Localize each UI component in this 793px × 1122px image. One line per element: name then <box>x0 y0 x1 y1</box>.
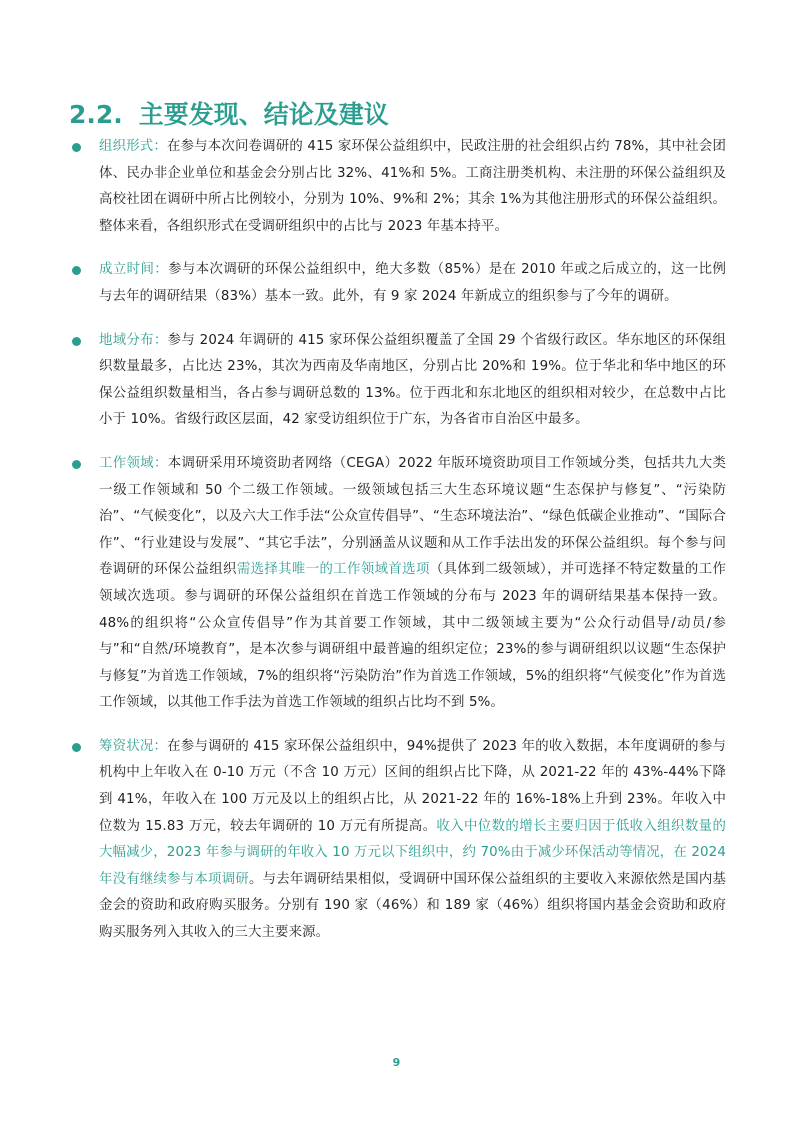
finding-paragraph <box>99 734 726 947</box>
finding-paragraph <box>99 257 726 310</box>
bullet-icon <box>72 460 81 469</box>
bullet-icon <box>72 743 81 752</box>
page-number: 9 <box>392 1056 401 1069</box>
highlighted-text: 收入中位数的增长主要归因于低收入组织数量的大幅减少，2023 年参与调研的年收入 10 万元以下组织中，约 70%由于减少环保活动等情况，在 2024 年没有继续参与本项调研 <box>99 818 726 887</box>
finding-label: 地域分布： <box>99 332 168 348</box>
finding-text: （具体到二级领域），并可选择不特定数量的工作领域次选项。参与调研的环保公益组织在首选工作领域的分布与 2023 年的调研结果基本保持一致。48%的组织将“公众宣传倡导”作为其首要工作领域，其中二级领域主要为“公众行动倡导/动员/参与”和“自然/环境教育”，是本次参与调研组中最普遍的组织定位；23%的参与调研组织以议题“生态保护与修复”为首选工作领域，7%的组织将“污染防治”作为首选工作领域，5%的组织将“气候变化”作为首选工作领域，以其他工作手法为首选工作领域的组织占比均不到 5%。 <box>99 562 726 711</box>
highlighted-text: 需选择其唯一的工作领域首选项 <box>236 562 430 578</box>
finding-paragraph <box>99 134 726 240</box>
finding-text: 参与 2024 年调研的 415 家环保公益组织覆盖了全国 29 个省级行政区。华东地区的环保组织数量最多，占比达 23%，其次为西南及华南地区，分别占比 20%和 19%。位于华北和华中地区的环保公益组织数量相当，各占参与调研总数的 13%。位于西北和东北地区的组织相对较少，在总数中占比小于 10%。省级行政区层面，42 家受访组织位于广东，为各省市自治区中最多。 <box>99 332 726 428</box>
section-number: 2.2. <box>69 99 123 129</box>
bullet-icon <box>72 337 81 346</box>
finding-label: 成立时间： <box>99 262 169 278</box>
section-heading <box>69 95 389 135</box>
finding-label: 组织形式： <box>99 139 167 154</box>
finding-item <box>70 451 726 717</box>
finding-paragraph <box>99 451 726 717</box>
finding-text: 。与去年调研结果相似，受调研中国环保公益组织的主要收入来源依然是国内基金会的资助和政府购买服务。分别有 190 家（46%）和 189 家（46%）组织将国内基金会资助和政府购买服务列入其收入的三大主要来源。 <box>99 871 727 941</box>
section-title: 主要发现、结论及建议 <box>138 99 389 129</box>
finding-text: 参与本次调研的环保公益组织中，绝大多数（85%）是在 2010 年或之后成立的，这一比例与去年的调研结果（83%）基本一致。此外，有 9 家 2024 年新成立的组织参与了今年的调研。 <box>99 262 726 304</box>
finding-paragraph <box>99 328 726 434</box>
finding-item <box>70 734 726 947</box>
finding-item <box>70 134 726 240</box>
bullet-icon <box>72 266 81 275</box>
finding-label: 工作领域： <box>99 455 168 471</box>
finding-item <box>70 328 726 434</box>
findings-list <box>70 134 726 964</box>
finding-item <box>70 257 726 310</box>
finding-text: 本调研采用环境资助者网络（CEGA）2022 年版环境资助项目工作领域分类，包括共九大类一级工作领域和 50 个二级工作领域。一级领域包括三大生态环境议题“生态保护与修复”、“污染防治”、“气候变化”，以及六大工作手法“公众宣传倡导”、“生态环境法治”、“绿色低碳企业推动”、“国际合作”、“行业建设与发展”、“其它手法”，分别涵盖从议题和从工作手法出发的环保公益组织。每个参与问卷调研的环保公益组织 <box>99 455 727 578</box>
bullet-icon <box>72 143 81 152</box>
finding-text: 在参与本次问卷调研的 415 家环保公益组织中，民政注册的社会组织占约 78%，其中社会团体、民办非企业单位和基金会分别占比 32%、41%和 5%。工商注册类机构、未注册的环保公益组织及高校社团在调研中所占比例较小，分别为 10%、9%和 2%；其余 1%为其他注册形式的环保公益组织。整体来看，各组织形式在受调研组织中的占比与 2023 年基本持平。 <box>99 139 727 234</box>
finding-text: 在参与调研的 415 家环保公益组织中，94%提供了 2023 年的收入数据，本年度调研的参与机构中上年收入在 0-10 万元（不含 10 万元）区间的组织占比下降，从 2021-22 年的 43%-44%下降到 41%，年收入在 100 万元及以上的组织占比，从 2021-22 年的 16%-18%上升到 23%。年收入中位数为 15.83 万元，较去年调研的 10 万元有所提高。 <box>99 738 726 834</box>
finding-label: 筹资状况： <box>99 738 168 754</box>
